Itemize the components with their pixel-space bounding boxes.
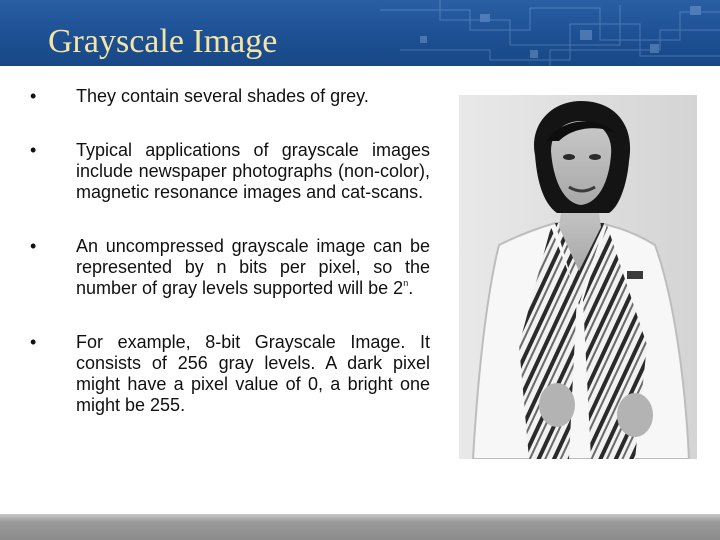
bullet-marker: • — [30, 86, 37, 106]
bullet-item — [30, 140, 430, 203]
bullet-item — [30, 236, 430, 299]
bullet-list — [30, 86, 430, 416]
slide-title: Grayscale Image — [48, 23, 278, 60]
bullet-marker: • — [30, 236, 37, 256]
circuit-pattern-decoration — [380, 0, 720, 66]
bullet-marker: • — [30, 140, 37, 160]
slide-header — [0, 0, 720, 66]
portrait-illustration — [459, 95, 697, 459]
bullet-text: For example, 8-bit Grayscale Image. It consists of 256 gray levels. A dark pixel might have a pixel value of 0, a bright one might be 255. — [76, 332, 430, 415]
bullet-text-main: An uncompressed grayscale image can be represented by n bits per pixel, so the number of gray levels supported will be 2 — [76, 236, 430, 298]
bullet-text-end: . — [408, 278, 414, 298]
grayscale-portrait-photo — [459, 95, 697, 459]
bullet-marker: • — [30, 332, 37, 352]
bullet-text: They contain several shades of grey. — [76, 86, 369, 106]
slide-footer-bar — [0, 514, 720, 540]
bullet-item — [30, 86, 430, 107]
bullet-item — [30, 332, 430, 416]
exponent-superscript: n — [403, 278, 409, 288]
bullet-text — [76, 236, 430, 298]
bullet-text: Typical applications of grayscale images include newspaper photographs (non-color), magnetic resonance images and cat-scans. — [76, 140, 430, 202]
